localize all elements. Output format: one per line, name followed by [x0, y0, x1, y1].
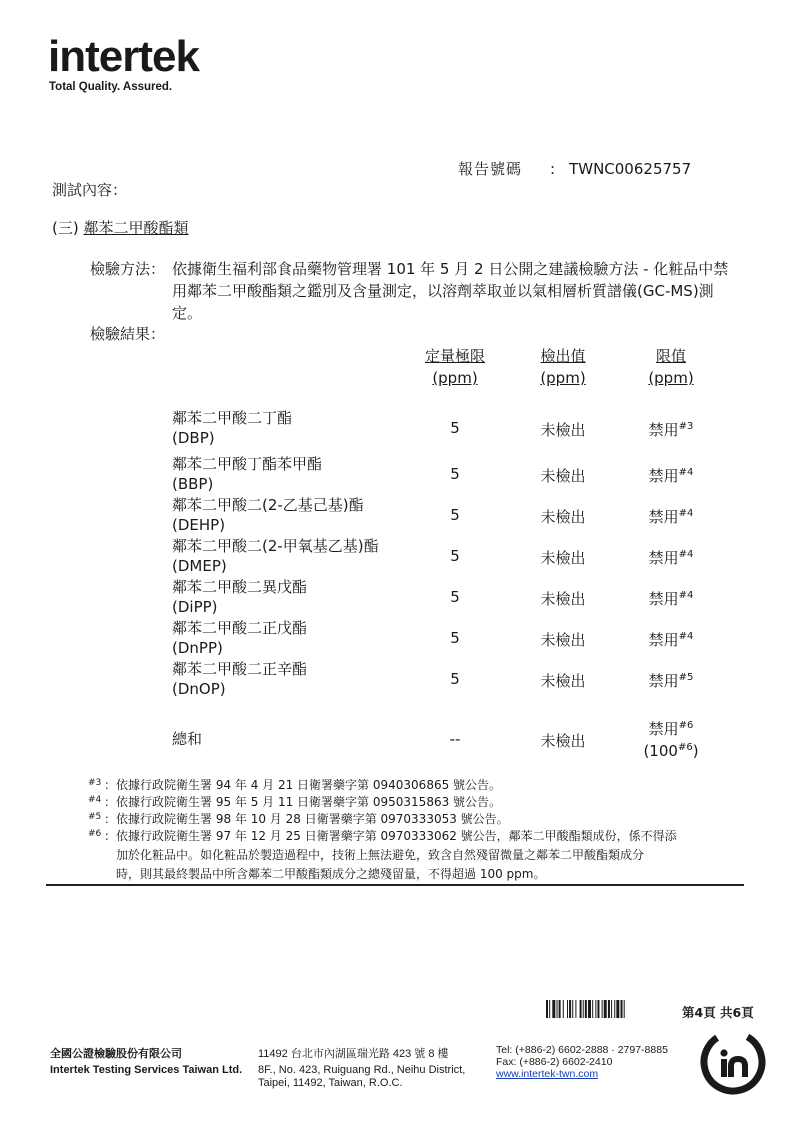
substance-name: 鄰苯二甲酸二丁酯	[172, 409, 293, 427]
limit-cell	[611, 506, 731, 527]
footer-address-en2: Taipei, 11492, Taiwan, R.O.C.	[258, 1077, 403, 1089]
limit-text: 禁用	[648, 720, 679, 738]
total-limit-footnote-mark: #6	[677, 742, 693, 753]
result-cell: 未檢出	[540, 631, 586, 649]
limit-text: 禁用	[648, 590, 679, 608]
footer-address-en1: 8F., No. 423, Ruiguang Rd., Neihu District,	[258, 1064, 466, 1076]
limit-cell	[611, 419, 731, 440]
substance-abbr: (DBP)	[172, 429, 215, 447]
footer-website-link[interactable]: www.intertek-twn.com	[496, 1068, 599, 1080]
loq-cell: 5	[450, 419, 460, 437]
limit-cell	[611, 670, 731, 691]
table-row-name	[172, 408, 292, 448]
limit-footnote-mark: #3	[678, 421, 694, 432]
footer-fax: Fax: (+886-2) 6602-2410	[496, 1056, 613, 1068]
result-cell: 未檢出	[540, 467, 586, 485]
header-limit-line1: 限值	[655, 347, 686, 365]
substance-abbr: (DnOP)	[172, 680, 226, 698]
header-limit-line2: (ppm)	[648, 369, 694, 387]
substance-abbr: (DiPP)	[172, 598, 218, 616]
total-row-name: 總和	[172, 730, 203, 748]
report-number-line	[458, 158, 691, 179]
result-cell: 未檢出	[540, 549, 586, 567]
result-cell: 未檢出	[540, 421, 586, 439]
header-loq-line1: 定量極限	[424, 347, 485, 365]
table-row-name	[172, 577, 307, 617]
loq-cell: 5	[450, 588, 460, 606]
total-loq-cell: --	[449, 730, 461, 748]
substance-abbr: (DnPP)	[172, 639, 223, 657]
substance-abbr: (BBP)	[172, 475, 214, 493]
total-limit-cell	[611, 718, 731, 762]
section-title	[52, 217, 189, 239]
loq-cell: 5	[450, 547, 460, 565]
result-cell: 未檢出	[540, 508, 586, 526]
limit-footnote-mark: #4	[678, 508, 694, 519]
barcode	[546, 1000, 672, 1018]
result-label: 檢驗結果：	[90, 325, 166, 343]
table-row-name	[172, 659, 307, 699]
footnote-mark: #6	[88, 829, 102, 839]
limit-cell	[611, 547, 731, 568]
limit-text: 禁用	[648, 549, 679, 567]
total-result-cell: 未檢出	[540, 732, 586, 750]
logo-tagline: Total Quality. Assured.	[49, 81, 173, 93]
table-row-name	[172, 536, 379, 576]
limit-footnote-mark: #4	[678, 467, 694, 478]
page-number: 第4頁 共6頁	[682, 1005, 754, 1020]
report-number-value: TWNC00625757	[569, 160, 692, 178]
footer-tel: Tel: (+886-2) 6602-2888 · 2797-8885	[496, 1044, 668, 1056]
limit-text: 禁用	[648, 672, 679, 690]
table-row-name	[172, 454, 322, 494]
total-limit-close: )	[692, 742, 699, 760]
footnote-mark: #4	[88, 795, 102, 805]
limit-footnote-mark: #4	[678, 590, 694, 601]
limit-cell	[611, 465, 731, 486]
footer-company-zh: 全國公證檢驗股份有限公司	[50, 1048, 182, 1060]
method-label: 檢驗方法：	[90, 260, 166, 278]
substance-name: 鄰苯二甲酸二正戊酯	[172, 619, 308, 637]
footnote-mark: #3	[88, 778, 102, 788]
footer-address-zh: 11492 台北市內湖區瑞光路 423 號 8 樓	[258, 1048, 449, 1060]
footnote-text-continued: 加於化粧品中。如化粧品於製造過程中，技術上無法避免，致含自然殘留微量之鄰苯二甲酸酯類成分	[116, 848, 645, 862]
table-row-name	[172, 618, 307, 658]
intertek-round-logo-icon	[697, 1026, 769, 1098]
result-cell: 未檢出	[540, 590, 586, 608]
result-cell: 未檢出	[540, 672, 586, 690]
table-row-name	[172, 495, 364, 535]
header-result	[503, 345, 623, 389]
substance-abbr: (DEHP)	[172, 516, 226, 534]
intertek-logo: intertek	[48, 32, 199, 81]
substance-name: 鄰苯二甲酸二(2-甲氧基乙基)酯	[172, 537, 379, 555]
limit-text: 禁用	[648, 421, 679, 439]
header-result-line2: (ppm)	[540, 369, 586, 387]
section-title-prefix: (三)	[52, 219, 79, 237]
loq-cell: 5	[450, 629, 460, 647]
loq-cell: 5	[450, 465, 460, 483]
report-number-colon: :	[550, 160, 556, 178]
footnote-text: ：依據行政院衛生署 98 年 10 月 28 日衛署藥字第 0970333053 號公告。	[104, 812, 509, 826]
limit-footnote-mark: #4	[678, 631, 694, 642]
method-text: 依據衛生福利部食品藥物管理署 101 年 5 月 2 日公開之建議檢驗方法 - 化粧品中禁用鄰苯二甲酸酯類之鑑別及含量測定，以溶劑萃取並以氣相層析質譜儀(GC-MS)測定。	[172, 260, 729, 322]
limit-text: 禁用	[648, 467, 679, 485]
limit-footnote-mark: #5	[678, 672, 694, 683]
total-limit-value: (100	[643, 742, 678, 760]
substance-name: 鄰苯二甲酸二(2-乙基己基)酯	[172, 496, 364, 514]
substance-name: 鄰苯二甲酸丁酯苯甲酯	[172, 455, 323, 473]
loq-cell: 5	[450, 670, 460, 688]
substance-name: 鄰苯二甲酸二異戊酯	[172, 578, 308, 596]
footnote-text: ：依據行政院衛生署 97 年 12 月 25 日衛署藥字第 0970333062 號公告，鄰苯二甲酸酯類成份，係不得添	[104, 829, 677, 843]
divider-rule	[46, 884, 744, 886]
limit-cell	[611, 588, 731, 609]
test-content-label: 測試內容：	[52, 181, 128, 199]
section-title-text: 鄰苯二甲酸酯類	[83, 219, 189, 237]
limit-footnote-mark: #6	[678, 720, 694, 731]
footer-company-en: Intertek Testing Services Taiwan Ltd.	[50, 1064, 243, 1076]
header-result-line1: 檢出值	[540, 347, 586, 365]
header-loq	[395, 345, 515, 389]
substance-abbr: (DMEP)	[172, 557, 227, 575]
footnote-text: ：依據行政院衛生署 95 年 5 月 11 日衛署藥字第 0950315863 號公告。	[104, 795, 502, 809]
header-loq-line2: (ppm)	[432, 369, 478, 387]
limit-cell	[611, 629, 731, 650]
limit-text: 禁用	[648, 631, 679, 649]
limit-footnote-mark: #4	[678, 549, 694, 560]
footnote-text-continued: 時，則其最終製品中所含鄰苯二甲酸酯類成分之總殘留量，不得超過 100 ppm。	[116, 867, 546, 881]
limit-text: 禁用	[648, 508, 679, 526]
footnote-mark: #5	[88, 812, 102, 822]
loq-cell: 5	[450, 506, 460, 524]
header-limit	[611, 345, 731, 389]
report-number-label: 報告號碼	[458, 160, 523, 178]
substance-name: 鄰苯二甲酸二正辛酯	[172, 660, 308, 678]
footnote-text: ：依據行政院衛生署 94 年 4 月 21 日衛署藥字第 0940306865 號公告。	[104, 778, 502, 792]
